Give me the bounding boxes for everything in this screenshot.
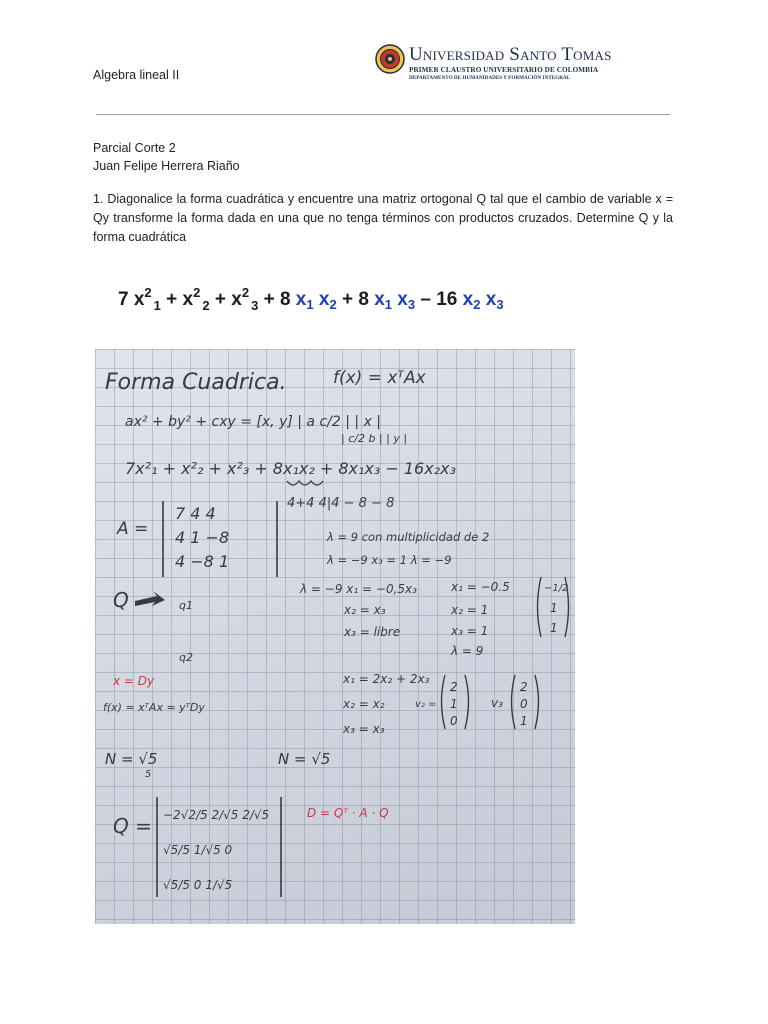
norm-2: N = √5 (278, 750, 331, 768)
Q-matrix-row2: √5/5 1/√5 0 (163, 843, 233, 857)
vcol-entry: −1/2 (544, 583, 569, 594)
formula-term-coef: 7 x (118, 289, 145, 310)
eigen-lambda-1: λ = 9 con multiplicidad de 2 (327, 530, 490, 544)
notes-fx2: f(x) = xᵀAx = yᵀDy (103, 701, 205, 714)
vcol-paren-left (538, 577, 542, 637)
system-line1: λ = −9 x₁ = −0,5x₃ (300, 582, 417, 596)
Q-matrix-row3: √5/5 0 1/√5 (163, 878, 233, 892)
student-name: Juan Felipe Herrera Riaño (93, 159, 240, 173)
Q-matrix-row1: −2√2/5 2/√5 2/√5 (163, 808, 270, 822)
notes-fx: f(x) = xᵀAx (333, 368, 426, 388)
v3-entry: 1 (520, 714, 528, 728)
v2-paren-left (442, 675, 446, 729)
exam-title: Parcial Corte 2 (93, 141, 176, 155)
q2-label: q2 (179, 651, 193, 664)
v2-entry: 1 (450, 697, 458, 711)
v3-entry: 0 (520, 697, 528, 711)
v3-label: v₃ (491, 696, 503, 710)
vcol-entry: 1 (550, 601, 558, 615)
vcol-entry: 1 (550, 621, 558, 635)
vector-line3: x₃ = 1 (451, 624, 489, 638)
university-name: Universidad Santo Tomas (409, 44, 612, 65)
norm-1-denominator: 5 (145, 769, 152, 780)
university-tagline: PRIMER CLAUSTRO UNIVERSITARIO DE COLOMBIA (409, 66, 599, 74)
basis-line1: x₁ = 2x₂ + 2x₃ (343, 672, 430, 686)
notes-general: ax² + by² + cxy = [x, y] | a c/2 | | x | (125, 414, 382, 430)
lambda-9: λ = 9 (451, 644, 484, 658)
university-seal-icon (375, 44, 405, 74)
header-divider (96, 114, 670, 115)
v2-entry: 0 (450, 714, 458, 728)
matrix-A-row1: 7 4 4 (175, 504, 216, 523)
v2-entry: 2 (450, 680, 458, 694)
notes-underline (287, 481, 323, 485)
diagonal-formula: D = Qᵀ · A · Q (307, 806, 389, 820)
v3-paren-left (512, 675, 516, 729)
university-department: DEPARTAMENTO DE HUMANIDADES Y FORMACIÓN INTEGRAL (409, 75, 571, 81)
notes-title: Forma Cuadrica. (105, 370, 287, 395)
handwritten-notes (95, 349, 575, 924)
notes-sums: 4+4 4|4 − 8 − 8 (287, 496, 395, 511)
formula-text: 7 $x^2_1 + x^2_2 + x^2_3 + 8$ $x_1$ $x_2 + 8$ $x_1$ $x_3 - 16$ $x_2$ $x_3$ (118, 285, 504, 313)
Q-matrix-label: Q = (113, 814, 152, 838)
course-name: Algebra lineal II (93, 68, 180, 82)
question-text: 1. Diagonalice la forma cuadrática y encuentre una matriz ortogonal Q tal que el cambio de variable x = Qy transforme la forma dada en una que no tenga términos con productos cruzados. Determine Q y la forma cuadrática (93, 192, 673, 244)
matrix-A-row2: 4 1 −8 (175, 528, 230, 547)
v2-label: v₂ = (415, 699, 437, 710)
handwritten-solution-photo (95, 349, 575, 924)
arrow-icon (135, 591, 165, 606)
Q-label: Q (113, 588, 129, 612)
v3-paren-right (535, 675, 539, 729)
notes-form: 7x²₁ + x²₂ + x²₃ + 8x₁x₂ + 8x₁x₃ − 16x₂x₃ (125, 459, 456, 478)
v3-entry: 2 (520, 680, 528, 694)
v2-paren-right (465, 675, 469, 729)
change-of-variable: x = Dy (113, 674, 155, 688)
q1-label: q1 (179, 599, 193, 612)
system-line3: x₃ = libre (344, 625, 401, 639)
basis-line3: x₃ = x₃ (343, 722, 385, 736)
basis-line2: x₂ = x₂ (343, 697, 385, 711)
eigen-lambda-2: λ = −9 x₃ = 1 λ = −9 (327, 553, 452, 567)
vector-line1: x₁ = −0.5 (451, 580, 510, 594)
matrix-A-label: A = (117, 519, 149, 539)
exam-info (93, 139, 240, 175)
vector-line2: x₂ = 1 (451, 603, 489, 617)
notes-general2: | c/2 b | | y | (341, 432, 408, 445)
system-line2: x₂ = x₃ (344, 603, 386, 617)
quadratic-form-formula (118, 281, 598, 321)
university-logo (375, 44, 612, 86)
matrix-A-row3: 4 −8 1 (175, 552, 230, 571)
norm-1: N = √5 (105, 750, 158, 768)
